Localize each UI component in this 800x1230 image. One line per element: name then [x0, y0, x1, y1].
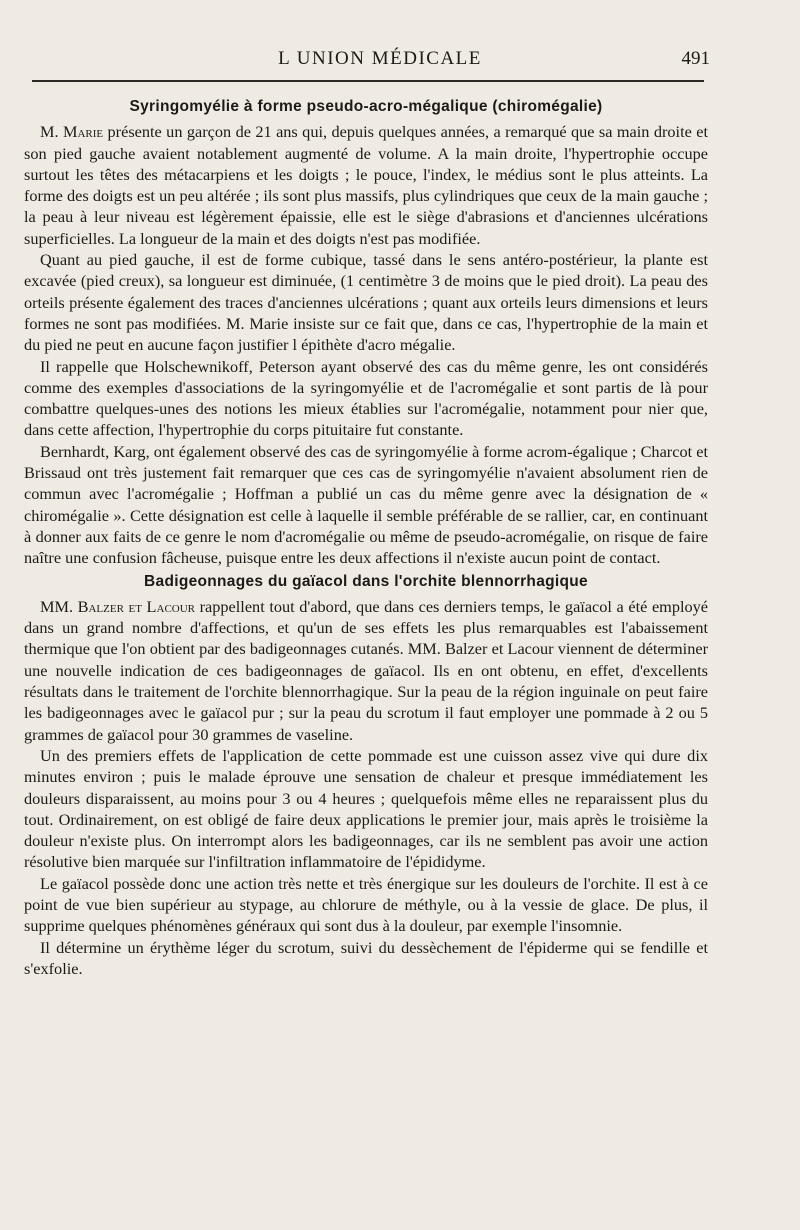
section-title-syringomyelie: Syringomyélie à forme pseudo-acro-mégalique (chiromégalie) [129, 98, 603, 115]
page-number: 491 [681, 48, 710, 69]
author-names: MM. Balzer et Lacour [40, 596, 196, 616]
header-rule [32, 80, 704, 82]
paragraph: Le gaïacol possède donc une action très nette et très énergique sur les douleurs de l'orchite. Il est à ce point de vue bien supérieur au stypage, au chlorure de méthyle, ou à la vessie de glace. De plus, il supprime quelques phénomènes généraux qui sont dus à la douleur, par exemple l'insomnie. [24, 873, 708, 936]
paragraph: Un des premiers effets de l'application de cette pommade est une cuisson assez vive qui dure dix minutes environ ; puis le malade éprouve une sensation de chaleur et presque immédiatement les douleurs disparaissent, au moins pour 3 ou 4 heures ; quelquefois même elles ne reparaissent plus du tout. Ordinairement, on est obligé de faire deux applications le premier jour, mais après le troisième la douleur n'existe plus. On interrompt alors les badigeonnages, car ils ne semblent pas avoir une action résolutive bien marquée sur l'infiltration inflammatoire de l'épididyme. [24, 745, 708, 872]
paragraph: Quant au pied gauche, il est de forme cubique, tassé dans le sens antéro-postérieur, la plante est excavée (pied creux), sa longueur est diminuée, (1 centimètre 3 de moins que le pied droit). La peau des orteils présente également des traces d'anciennes ulcérations ; quant aux orteils leurs dimensions et leurs formes ne sont pas modifiées. M. Marie insiste sur ce fait que, dans ce cas, l'hypertrophie de la main et du pied ne peut en aucune façon justifier l épithète d'acro mégalie. [24, 250, 708, 355]
author-name: M. Marie [40, 122, 104, 142]
paragraph [24, 596, 708, 745]
paragraph: Il détermine un érythème léger du scrotum, suivi du dessèchement de l'épiderme qui se fendille et s'exfolie. [24, 937, 708, 978]
page-header [40, 46, 720, 76]
paragraph-text: rappellent tout d'abord, que dans ces derniers temps, le gaïacol a été employé dans un grand nombre d'affections, et qu'un de ses effets les plus remarquables est l'abaissement thermique que l'on obtient par des badigeonnages cutanés. MM. Balzer et Lacour viennent de déterminer une nouvelle indication de ces badigeonnages de gaïacol. Ils en ont obtenu, en effet, d'excellents résultats dans le traitement de l'orchite blennorrhagique. Sur la peau de la région inguinale on peut faire les badigeonnages avec le gaïacol pur ; sur la peau du scrotum il faut employer une pommade à 2 ou 5 grammes de gaïacol pour 30 grammes de vaseline. [24, 596, 709, 744]
paragraph: Bernhardt, Karg, ont également observé des cas de syringomyélie à forme acrom-égalique ; Charcot et Brissaud ont très justement fait remarquer que ces cas de syringomyélie n'avaient absolument rien de commun avec l'acromégalie ; Hoffman a publié un cas du même genre avec la désignation de « chiromégalie ». Cette désignation est celle à laquelle il semble préférable de se rallier, car, en continuant à donner aux faits de ce genre le nom d'acromégalie ou même de pseudo-acromégalie, on risque de faire naître une confusion fâcheuse, puisque entre les deux affections il n'existe aucun point de contact. [24, 441, 708, 568]
running-head: L UNION MÉDICALE [278, 48, 482, 69]
section-title-gaiacol: Badigeonnages du gaïacol dans l'orchite blennorrhagique [144, 572, 588, 590]
paragraph [24, 121, 708, 249]
paragraph: Il rappelle que Holschewnikoff, Peterson ayant observé des cas du même genre, les ont considérés comme des exemples d'associations de la syringomyélie et de l'acromégalie et sont partis de là pour combattre quelques-unes des notions les mieux établies sur l'acromégalie, notamment pour nier que, dans cette affection, l'hypertrophie du corps pituitaire fut constante. [24, 356, 708, 440]
page-body [24, 94, 708, 979]
paragraph-text: présente un garçon de 21 ans qui, depuis quelques années, a remarqué que sa main droite et son pied gauche avaient notablement augmenté de volume. A la main droite, l'hypertrophie occupe surtout les têtes des métacarpiens et les doigts ; le pouce, l'index, le médius sont le plus atteints. La forme des doigts est un peu altérée ; ils sont plus massifs, plus cylindriques que ceux de la main gauche ; la peau à leur niveau est légèrement épaissie, elle est le siège d'abrasions et d'anciennes ulcérations superficielles. La longueur de la main et des doigts n'est pas modifiée. [24, 122, 708, 248]
